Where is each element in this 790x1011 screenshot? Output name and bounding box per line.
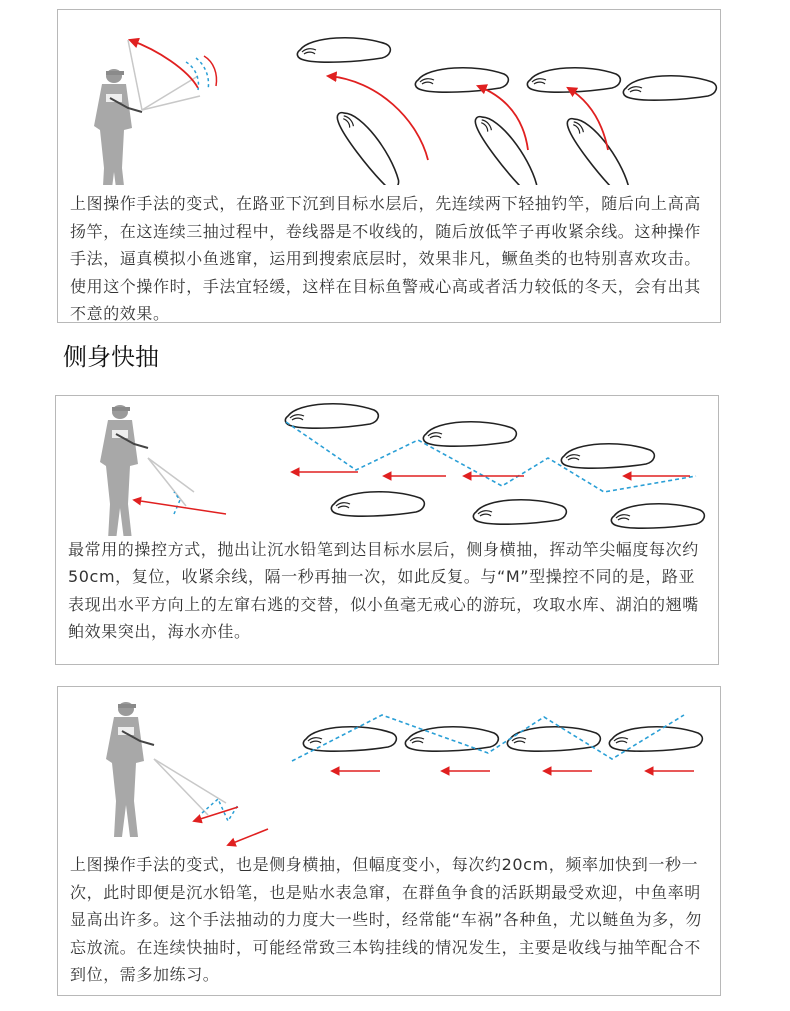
pencil-lure [405,727,498,751]
angler-figure-1 [94,69,142,185]
twitch-arc-red [204,56,217,86]
rod-positions [148,458,194,506]
rod-positions [128,40,200,110]
red-arrow [134,500,226,514]
technique-description-3: 上图操作手法的变式，也是侧身横抽，但幅度变小，每次约20cm，频率加快到一秒一次，此时即便是沉水铅笔，也是贴水表急窜，在群鱼争食的活跃期最受欢迎，中鱼率明显高出许多。这个手法抽动的力度大一些时，经常能“车祸”各种鱼，尤以鲢鱼为多，勿忘放流。在连续快抽时，可能经常致三本钩挂线的情况发生，主要是收线与抽竿配合不到位，需多加练习。 [70,855,702,984]
pencil-lure [423,422,516,446]
pencil-lure [561,444,654,468]
technique-description-2: 最常用的操控方式，抛出让沉水铅笔到达目标水层后，侧身横抽，挥动竿尖幅度每次约50cm，复位，收紧余线，隔一秒再抽一次，如此反复。与“M”型操控不同的是，路亚表现出水平方向上的左窜右逃的交替，似小鱼毫无戒心的游玩，攻取水库、湖泊的翘嘴鲌效果突出，海水亦佳。 [68,540,699,641]
pencil-lure [563,110,636,185]
technique-description-1: 上图操作手法的变式，在路亚下沉到目标水层后，先连续两下轻抽钓竿，随后向上高高扬竿，在这连续三抽过程中，卷线器是不收线的，随后放低竿子再收紧余线。这种操作手法，逼真模拟小鱼逃窜，运用到搜索底层时，效果非凡，鳜鱼类的也特别喜欢攻击。使用这个操作时，手法宜轻缓，这样在目标鱼警戒心高或者活力较低的冬天，会有出其不意的效果。 [70,194,701,323]
zigzag-path [202,799,238,821]
illustration-panel-1 [57,9,721,323]
red-arrow [194,807,238,821]
pencil-lure [473,500,566,524]
illustration-panel-3 [57,686,721,996]
fast-jerk-diagram [58,687,722,847]
pencil-lure [297,38,390,62]
rod-positions [154,759,226,815]
pencil-lure [623,76,716,100]
pencil-lure [285,404,378,428]
illustration-panel-2 [55,395,719,665]
pencil-lure [611,504,704,528]
pencil-lure [471,108,544,185]
pencil-lure [333,104,406,185]
pencil-lure [507,727,600,751]
pencil-lure [415,68,508,92]
pencil-lure [527,68,620,92]
section-heading: 侧身快抽 [63,343,159,371]
side-jerk-diagram [56,396,720,536]
pencil-lure [331,492,424,516]
angler-figure-3 [106,702,154,837]
zigzag-path [174,492,180,514]
angler-figure-2 [100,405,148,536]
lift-and-drop-diagram [58,10,722,185]
pencil-lure [609,727,702,751]
red-arrow [228,829,268,845]
